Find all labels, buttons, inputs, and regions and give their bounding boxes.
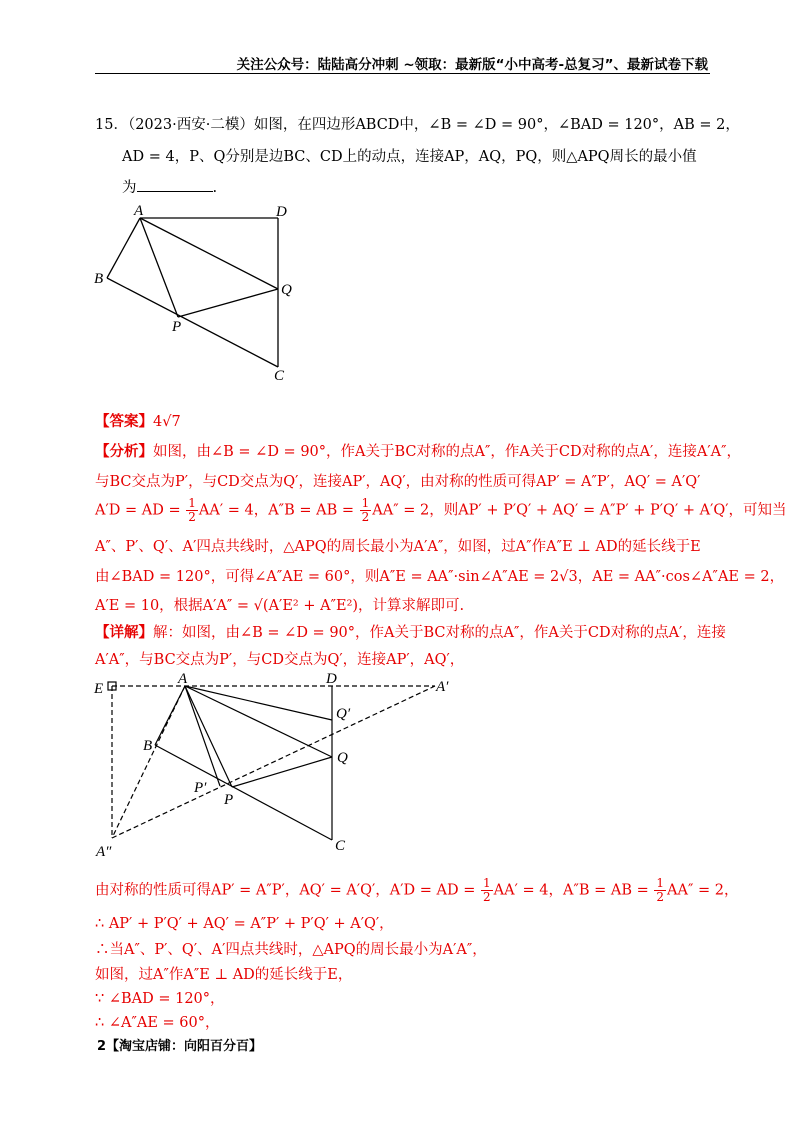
problem-line-2: AD = 4，P、Q分别是边BC、CD上的动点，连接AP，AQ，PQ，则△APQ周长的最小值 — [122, 149, 697, 165]
label-D: D — [276, 204, 287, 220]
analysis-line-5: 由∠BAD = 120°，可得∠A″AE = 60°，则A″E = AA″·sin∠A″AE = 2√3，AE = AA″·cos∠A″AE = 2， — [95, 569, 785, 585]
label-A: A — [178, 671, 188, 687]
detail-text-1: 解：如图，由∠B = ∠D = 90°，作A关于BC对称的点A″，作A关于CD对称的点A′，连接 — [153, 625, 726, 641]
step-line-3: ∴当A″、P′、Q′、A′四点共线时，△APQ的周长最小为A′A″， — [95, 942, 487, 958]
fraction-num: 1 — [656, 876, 665, 890]
answer-value: 4√7 — [153, 414, 181, 430]
analysis-line-4: A″、P′、Q′、A′四点共线时，△APQ的周长最小为A′A″，如图，过A″作A″E ⊥ AD的延长线于E — [95, 539, 701, 555]
step-line-1 — [95, 877, 738, 904]
problem-line-3-prefix: 为 — [122, 180, 137, 196]
problem-line-1: 15．（2023·西安·二模）如图，在四边形ABCD中，∠B = ∠D = 90°，∠BAD = 120°，AB = 2， — [95, 117, 740, 133]
answer-line — [95, 410, 181, 431]
segment-AQ — [185, 686, 332, 757]
step-text-1b: AA′ = 4，A″B = AB = — [493, 882, 654, 899]
answer-blank — [137, 179, 213, 192]
fraction-num: 1 — [188, 496, 196, 510]
header-divider — [95, 73, 710, 74]
footer-store-text: 2【淘宝店铺：向阳百分百】 — [97, 1039, 263, 1054]
detail-tag: 【详解】 — [95, 624, 153, 641]
segment-AP — [185, 686, 232, 787]
figure-2-reflection-construction — [90, 668, 460, 860]
segment-PQ — [232, 757, 332, 787]
label-A: A — [134, 203, 144, 219]
analysis-text-1: 如图，由∠B = ∠D = 90°，作A关于BC对称的点A″，作A关于CD对称的点A′，连接A′A″， — [153, 444, 741, 460]
segment-PQ — [178, 289, 278, 317]
fraction-half — [481, 877, 493, 904]
fraction-num: 1 — [483, 876, 491, 890]
edge-BC — [155, 745, 332, 840]
analysis-line-3 — [95, 497, 787, 524]
fraction-den: 2 — [483, 890, 491, 904]
analysis-text-3a: A′D = AD = — [95, 502, 186, 519]
segment-AQ — [140, 218, 278, 289]
label-P: P — [172, 319, 182, 335]
step-line-5: ∵ ∠BAD = 120°， — [95, 991, 225, 1007]
analysis-line-2: 与BC交点为P′，与CD交点为Q′，连接AP′，AQ′，由对称的性质可得AP′ = A″P′，AQ′ = A′Q′ — [95, 474, 701, 490]
label-Q-prime: Q′ — [336, 706, 351, 722]
analysis-tag: 【分析】 — [95, 443, 153, 460]
detail-line-2: A′A″，与BC交点为P′，与CD交点为Q′，连接AP′，AQ′， — [95, 652, 465, 668]
step-line-6: ∴ ∠A″AE = 60°， — [95, 1015, 220, 1031]
fraction-den: 2 — [188, 510, 196, 524]
analysis-line-6: A′E = 10，根据A′A″ = √(A′E² + A″E²)，计算求解即可. — [95, 598, 465, 614]
analysis-text-3c: AA″ = 2，则AP′ + P′Q′ + AQ′ = A″P′ + P′Q′ + A′Q′，可知当 — [372, 502, 787, 519]
fraction-den: 2 — [656, 890, 665, 904]
fraction-num: 1 — [361, 496, 370, 510]
fraction-half — [654, 877, 666, 904]
fraction-half — [360, 497, 372, 524]
label-B: B — [143, 738, 153, 754]
label-Q: Q — [281, 282, 292, 298]
label-A-prime: A′ — [436, 679, 449, 695]
detail-line-1 — [95, 621, 726, 642]
edge-AB — [155, 686, 185, 745]
label-Q: Q — [337, 750, 348, 766]
label-P-prime: P′ — [194, 780, 207, 796]
label-C: C — [274, 368, 285, 383]
analysis-line-1 — [95, 440, 741, 461]
figure-1-quadrilateral — [90, 198, 300, 383]
edge-AB — [107, 218, 140, 278]
step-line-4: 如图，过A″作A″E ⊥ AD的延长线于E， — [95, 967, 353, 983]
header-text: 关注公众号：陆陆高分冲刺 ~领取：最新版“小中高考-总复习”、最新试卷下载 — [236, 57, 708, 73]
fraction-den: 2 — [361, 510, 370, 524]
step-text-1c: AA″ = 2， — [667, 882, 739, 899]
segment-AQ1 — [185, 686, 332, 720]
fraction-half — [186, 497, 198, 524]
label-D: D — [326, 671, 337, 687]
label-B: B — [94, 271, 104, 287]
analysis-text-3b: AA′ = 4，A″B = AB = — [198, 502, 359, 519]
step-text-1a: 由对称的性质可得AP′ = A″P′，AQ′ = A′Q′，A′D = AD = — [95, 882, 481, 899]
label-A-double-prime: A″ — [96, 844, 112, 860]
step-line-2: ∴ AP′ + P′Q′ + AQ′ = A″P′ + P′Q′ + A′Q′， — [95, 916, 394, 932]
label-P: P — [224, 792, 234, 808]
label-C: C — [335, 838, 346, 854]
segment-AP — [140, 218, 178, 317]
edge-BC — [107, 278, 278, 367]
dashed-A2-A1 — [112, 686, 435, 838]
answer-tag: 【答案】 — [95, 413, 153, 430]
label-E: E — [94, 681, 104, 697]
problem-line-3-suffix: . — [212, 180, 218, 196]
problem-line-3 — [122, 176, 217, 197]
